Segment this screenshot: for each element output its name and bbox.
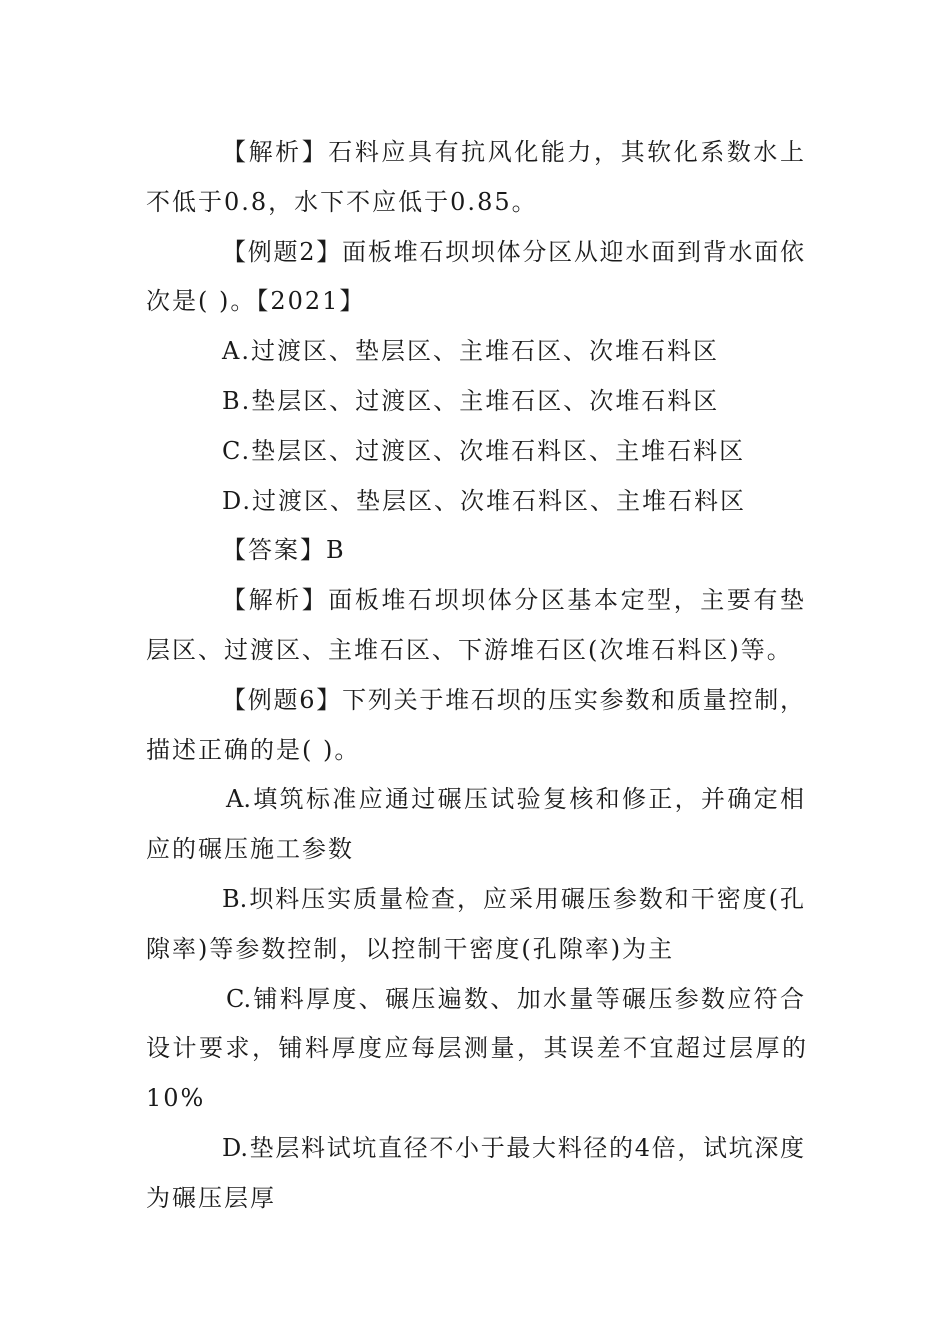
question-2-option-a: A.过渡区、垫层区、主堆石区、次堆石料区 <box>222 337 719 365</box>
question-6-option-d-line-2: 为碾压层厚 <box>146 1184 276 1212</box>
question-6-option-b-line-2: 隙率)等参数控制，以控制干密度(孔隙率)为主 <box>146 935 675 963</box>
analysis-1-line-2: 不低于0.8，水下不应低于0.85。 <box>146 188 538 216</box>
question-6-option-c-line-1: C.铺料厚度、碾压遍数、加水量等碾压参数应符合 <box>226 985 804 1013</box>
question-6-option-a-line-1: A.填筑标准应通过碾压试验复核和修正，并确定相 <box>226 785 804 813</box>
question-6-option-c-line-3: 10% <box>146 1084 206 1112</box>
analysis-2-line-2: 层区、过渡区、主堆石区、下游堆石区(次堆石料区)等。 <box>146 636 793 664</box>
question-2-line-1: 【例题2】面板堆石坝坝体分区从迎水面到背水面依 <box>222 238 804 266</box>
question-6-option-c-line-2: 设计要求，铺料厚度应每层测量，其误差不宜超过层厚的 <box>146 1034 806 1062</box>
question-6-option-d-line-1: D.垫层料试坑直径不小于最大料径的4倍，试坑深度 <box>222 1134 804 1162</box>
question-2-answer: 【答案】B <box>222 536 346 564</box>
question-6-line-1: 【例题6】下列关于堆石坝的压实参数和质量控制， <box>222 686 804 714</box>
question-2-option-c: C.垫层区、过渡区、次堆石料区、主堆石料区 <box>222 437 746 465</box>
question-2-option-d: D.过渡区、垫层区、次堆石料区、主堆石料区 <box>222 487 747 515</box>
analysis-1-line-1: 【解析】石料应具有抗风化能力，其软化系数水上 <box>222 138 804 166</box>
question-6-line-2: 描述正确的是( )。 <box>146 736 361 764</box>
question-6-option-b-line-1: B.坝料压实质量检查，应采用碾压参数和干密度(孔 <box>222 885 804 913</box>
question-2-line-2: 次是( )。【2021】 <box>146 287 366 315</box>
question-2-option-b: B.垫层区、过渡区、主堆石区、次堆石料区 <box>222 387 720 415</box>
analysis-2-line-1: 【解析】面板堆石坝坝体分区基本定型，主要有垫 <box>222 586 804 614</box>
question-6-option-a-line-2: 应的碾压施工参数 <box>146 835 354 863</box>
